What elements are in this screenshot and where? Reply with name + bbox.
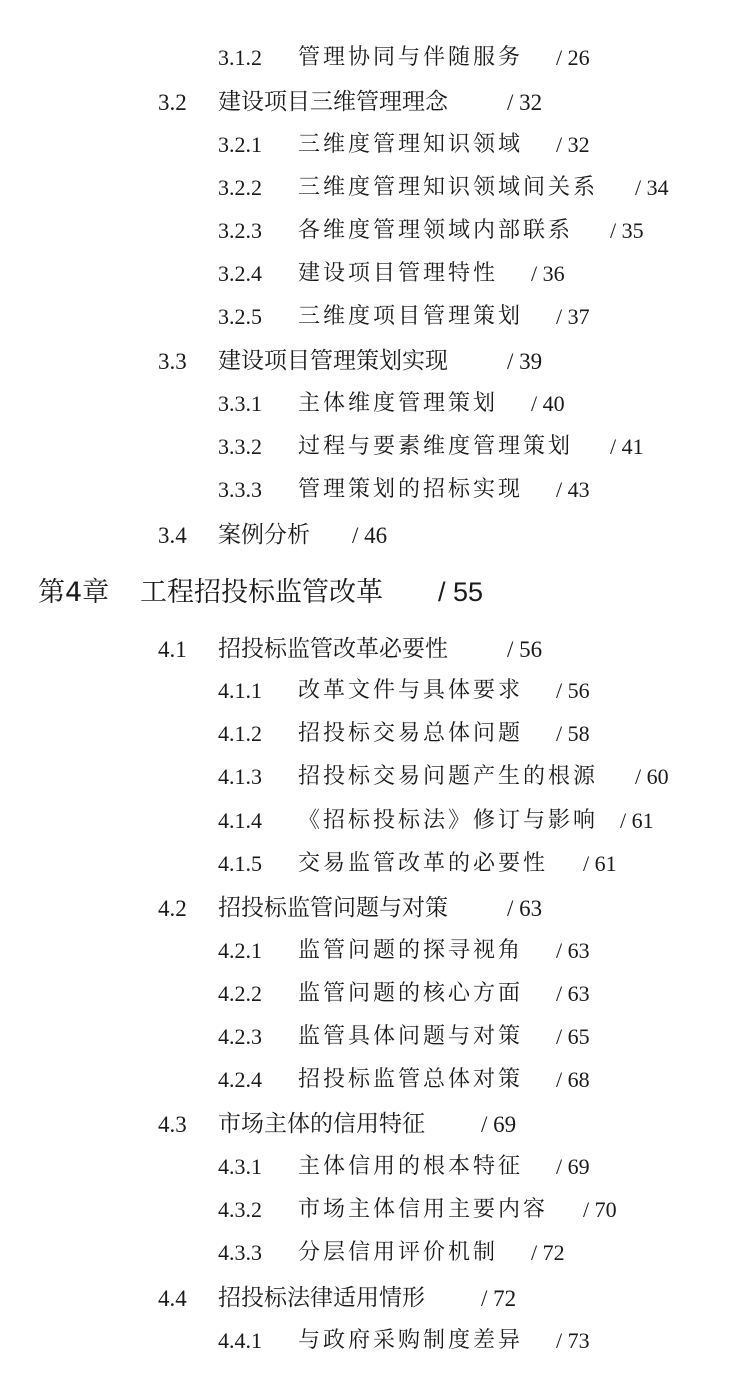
entry-number: 3.2.2 [218,175,262,200]
entry-page: / 72 [481,1286,517,1311]
entry-title: 市场主体信用主要内容 [298,1197,549,1222]
entry-number: 3.1.2 [218,45,262,70]
entry-page: / 72 [531,1240,565,1265]
entry-number: 4.3.2 [218,1197,262,1222]
entry-number: 4.2 [158,896,187,921]
entry-title: 三维度管理知识领域 [298,132,524,157]
entry-number: 4.1.2 [218,721,262,746]
entry-number: 4.2.2 [218,981,262,1006]
entry-page: / 41 [610,434,644,459]
entry-title: 建设项目管理策划实现 [218,348,448,374]
entry-page: / 32 [507,90,543,115]
chapter-page: / 55 [438,577,484,607]
entry-page: / 39 [507,349,543,374]
entry-title: 监管问题的核心方面 [298,981,524,1006]
entry-title: 与政府采购制度差异 [298,1328,524,1353]
entry-page: / 60 [635,764,669,789]
entry-page: / 61 [620,808,654,833]
entry-title: 管理协同与伴随服务 [298,45,524,70]
entry-number: 4.3.3 [218,1240,262,1265]
entry-number: 4.4 [158,1286,187,1311]
entry-number: 3.3.2 [218,434,262,459]
entry-number: 3.2.1 [218,132,262,157]
entry-page: / 34 [635,175,669,200]
entry-number: 3.4 [158,523,187,548]
entry-page: / 32 [556,132,590,157]
entry-number: 4.1.5 [218,851,262,876]
entry-number: 3.2.4 [218,261,262,286]
entry-title: 三维度管理知识领域间关系 [298,175,599,200]
entry-title: 招投标法律适用情形 [218,1285,425,1311]
entry-title: 三维度项目管理策划 [298,304,524,329]
entry-page: / 65 [556,1024,590,1049]
entry-number: 4.1.3 [218,764,262,789]
entry-title: 管理策划的招标实现 [298,477,524,502]
entry-number: 4.1 [158,637,187,662]
entry-page: / 61 [583,851,617,876]
entry-number: 3.2.3 [218,218,262,243]
entry-page: / 63 [507,896,543,921]
entry-page: / 56 [556,678,590,703]
entry-number: 4.2.1 [218,938,262,963]
entry-number: 3.3.1 [218,391,262,416]
entry-title: 过程与要素维度管理策划 [298,434,574,459]
entry-title: 改革文件与具体要求 [298,678,524,703]
entry-title: 分层信用评价机制 [298,1240,499,1265]
entry-title: 市场主体的信用特征 [218,1111,425,1137]
entry-title: 《招标投标法》修订与影响 [298,808,599,833]
entry-title: 建设项目三维管理理念 [218,89,448,115]
entry-title: 招投标监管总体对策 [298,1067,524,1092]
entry-page: / 70 [583,1197,617,1222]
entry-page: / 68 [556,1067,590,1092]
entry-title: 主体维度管理策划 [298,391,499,416]
entry-number: 4.3.1 [218,1154,262,1179]
entry-page: / 63 [556,981,590,1006]
entry-title: 主体信用的根本特征 [298,1154,524,1179]
entry-page: / 56 [507,637,543,662]
entry-number: 3.2.5 [218,304,262,329]
entry-title: 招投标交易问题产生的根源 [298,764,599,789]
entry-page: / 69 [556,1154,590,1179]
entry-page: / 36 [531,261,565,286]
entry-page: / 63 [556,938,590,963]
entry-number: 4.3 [158,1112,187,1137]
entry-number: 4.2.3 [218,1024,262,1049]
entry-number: 4.2.4 [218,1067,262,1092]
entry-page: / 26 [556,45,590,70]
entry-number: 3.3.3 [218,477,262,502]
entry-title: 招投标交易总体问题 [298,721,524,746]
entry-title: 建设项目管理特性 [298,261,499,286]
entry-page: / 35 [610,218,644,243]
entry-number: 3.3 [158,349,187,374]
entry-page: / 46 [352,523,388,548]
entry-title: 监管具体问题与对策 [298,1024,524,1049]
entry-number: 4.1.4 [218,808,262,833]
chapter-title: 工程招投标监管改革 [140,577,383,608]
entry-number: 4.4.1 [218,1328,262,1353]
entry-title: 交易监管改革的必要性 [298,851,549,876]
entry-page: / 37 [556,304,590,329]
entry-page: / 43 [556,477,590,502]
entry-title: 招投标监管改革必要性 [218,636,448,662]
entry-page: / 73 [556,1328,590,1353]
entry-page: / 69 [481,1112,517,1137]
entry-title: 案例分析 [218,522,310,548]
entry-number: 3.2 [158,90,187,115]
entry-title: 招投标监管问题与对策 [218,895,448,921]
entry-number: 4.1.1 [218,678,262,703]
chapter-number: 第4章 [38,577,110,608]
entry-page: / 40 [531,391,565,416]
entry-title: 各维度管理领域内部联系 [298,218,574,243]
entry-page: / 58 [556,721,590,746]
entry-title: 监管问题的探寻视角 [298,938,524,963]
